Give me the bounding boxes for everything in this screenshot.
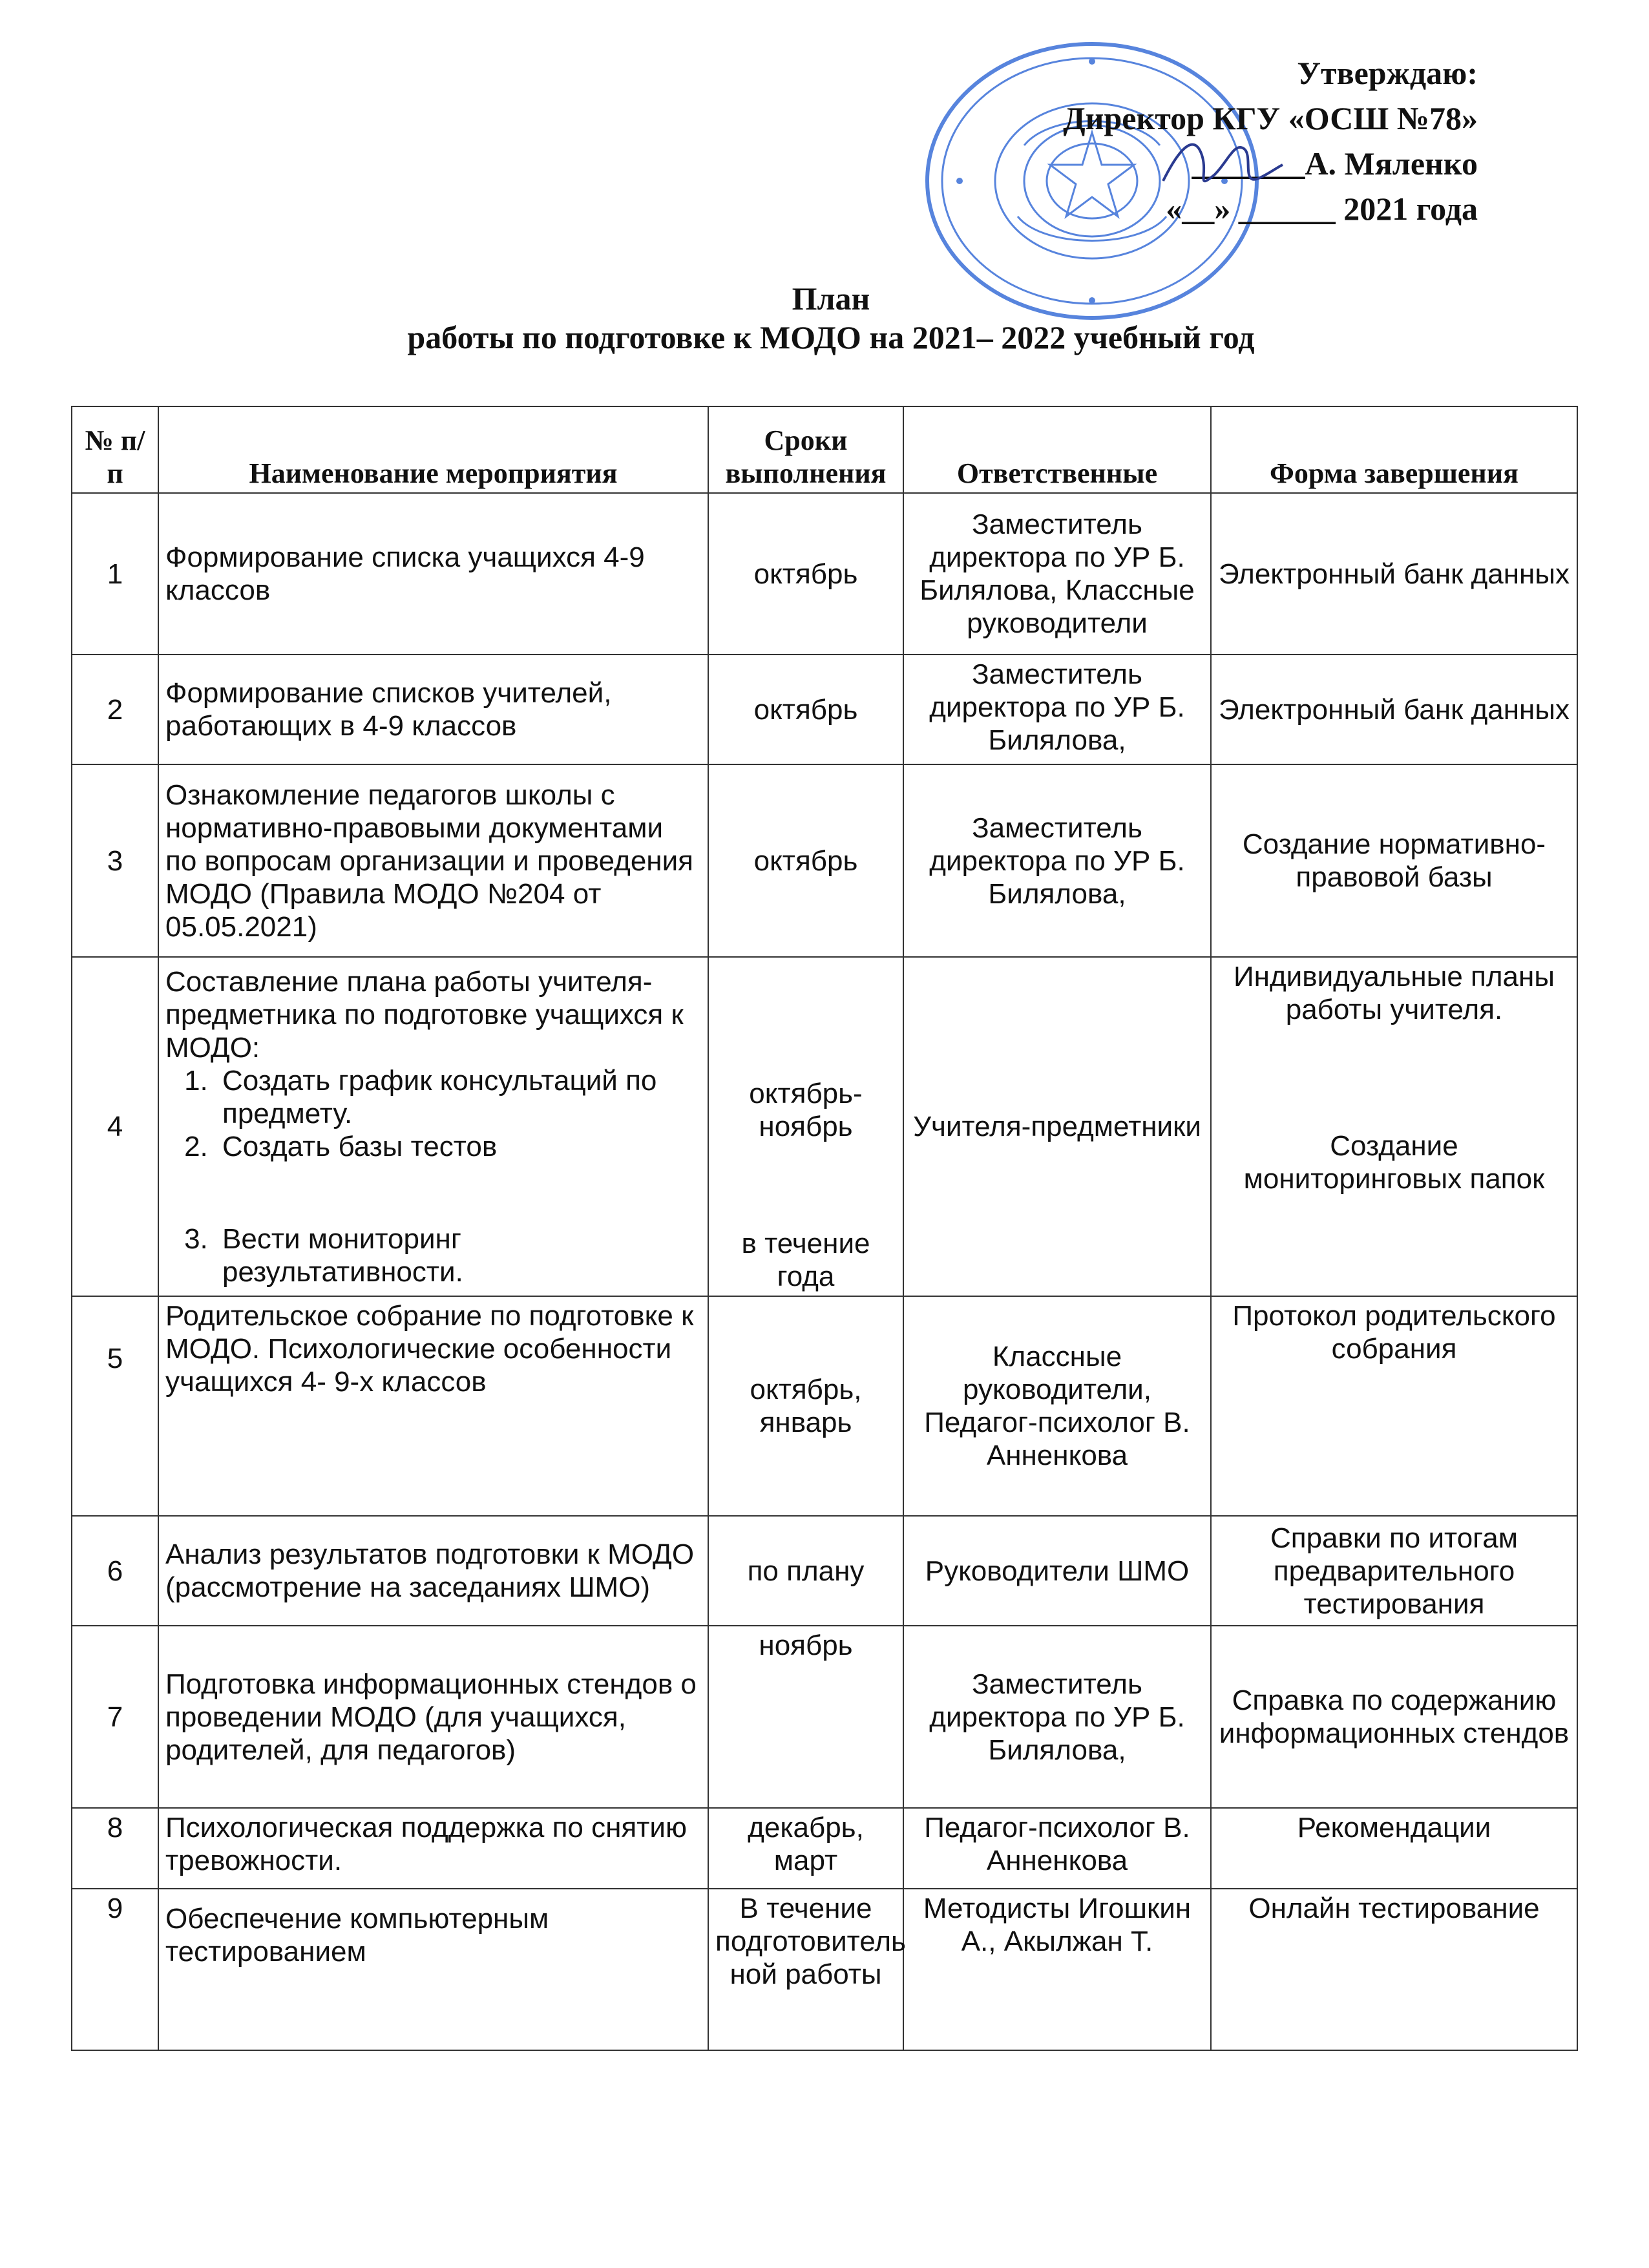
approval-director: Директор КГУ «ОСШ №78» [1063,100,1478,136]
header-responsible: Ответственные [903,406,1211,493]
row-responsible: Заместитель директора по УР Б. Билялова, [903,764,1211,957]
row-form-cell [1211,957,1577,1296]
row-num: 9 [72,1889,158,2050]
row-form-2: Создание мониторинговых папок [1243,1130,1545,1195]
row-form: Создание нормативно-правовой базы [1211,764,1577,957]
table-row [72,1516,1577,1626]
row-responsible: Заместитель директора по УР Б. Билялова, [903,1626,1211,1808]
header-name: Наименование мероприятия [158,406,708,493]
row-form: Электронный банк данных [1211,655,1577,764]
row-name-cell [158,957,708,1296]
task-list [165,1064,701,1288]
director-signature [1157,129,1286,200]
list-item: 2. Создать базы тестов [216,1130,701,1163]
row-terms: декабрь, март [708,1808,903,1889]
row-responsible: Классные руководители, Педагог-психолог В. Анненкова [903,1296,1211,1516]
approval-heading: Утверждаю: [1297,55,1478,91]
row-terms: октябрь [708,493,903,655]
row-num: 6 [72,1516,158,1626]
row-terms-cell [708,957,903,1296]
row-num: 7 [72,1626,158,1808]
row-terms: октябрь [708,764,903,957]
table-header-row [72,406,1577,493]
row-form: Справки по итогам предварительного тестирования [1211,1516,1577,1626]
row-responsible: Заместитель директора по УР Б. Билялова, [903,655,1211,764]
row-name: Родительское собрание по подготовке к МОДО. Психологические особенности учащихся 4- 9-х классов [158,1296,708,1516]
table-row [72,493,1577,655]
table-row [72,1808,1577,1889]
list-item: 3. Вести мониторинг результативности. [216,1223,701,1288]
table-row [72,1889,1577,2050]
row-name: Формирование списков учителей, работающих в 4-9 классов [158,655,708,764]
row-responsible: Руководители ШМО [903,1516,1211,1626]
list-item: 1. Создать график консультаций по предмету. [216,1064,701,1130]
table-row [72,655,1577,764]
header-num: № п/п [72,406,158,493]
row-name: Ознакомление педагогов школы с нормативно-правовыми документами по вопросам организации и проведения МОДО (Правила МОДО №204 от 05.05.2021) [158,764,708,957]
row-num: 8 [72,1808,158,1889]
row-num: 5 [72,1296,158,1516]
plan-table [71,406,1578,2051]
row-responsible: Методисты Игошкин А., Акылжан Т. [903,1889,1211,2050]
row-num: 4 [72,957,158,1296]
row-responsible: Учителя-предметники [903,957,1211,1296]
row-name: Анализ результатов подготовки к МОДО (рассмотрение на заседаниях ШМО) [158,1516,708,1626]
row-terms: по плану [708,1516,903,1626]
title-line-2: работы по подготовке к МОДО на 2021– 2022 учебный год [407,319,1255,355]
approval-date-line: «__» ______ 2021 года [1166,191,1478,227]
row-name: Обеспечение компьютерным тестированием [158,1889,708,2050]
row-form: Электронный банк данных [1211,493,1577,655]
row-terms: октябрь, январь [708,1296,903,1516]
row-form: Индивидуальные планы работы учителя. [1234,961,1555,1025]
row-terms: В течение подготовитель ной работы [708,1889,903,2050]
row-name: Подготовка информационных стендов о проведении МОДО (для учащихся, родителей, для педагогов) [158,1626,708,1808]
row-terms: ноябрь [708,1626,903,1808]
approval-signature-line: _______А. Мяленко [1192,145,1478,182]
row-form: Онлайн тестирование [1211,1889,1577,2050]
row-responsible: Заместитель директора по УР Б. Билялова, Классные руководители [903,493,1211,655]
row-form: Рекомендации [1211,1808,1577,1889]
row-name: Психологическая поддержка по снятию тревожности. [158,1808,708,1889]
row-terms: октябрь-ноябрь [749,1078,863,1142]
table-row [72,1626,1577,1808]
row-name: Составление плана работы учителя-предметника по подготовке учащихся к МОДО: [165,965,684,1064]
row-num: 2 [72,655,158,764]
row-responsible: Педагог-психолог В. Анненкова [903,1808,1211,1889]
row-terms: октябрь [708,655,903,764]
row-name: Формирование списка учащихся 4-9 классов [158,493,708,655]
row-form: Протокол родительского собрания [1211,1296,1577,1516]
row-form: Справка по содержанию информационных стендов [1211,1626,1577,1808]
document-title [0,279,1649,357]
row-num: 1 [72,493,158,655]
title-line-1: План [792,280,870,317]
header-form: Форма завершения [1211,406,1577,493]
table-row [72,764,1577,957]
header-terms: Сроки выполнения [708,406,903,493]
row-terms-2: в течение года [741,1228,870,1292]
row-num: 3 [72,764,158,957]
table-row [72,957,1577,1296]
table-row [72,1296,1577,1516]
